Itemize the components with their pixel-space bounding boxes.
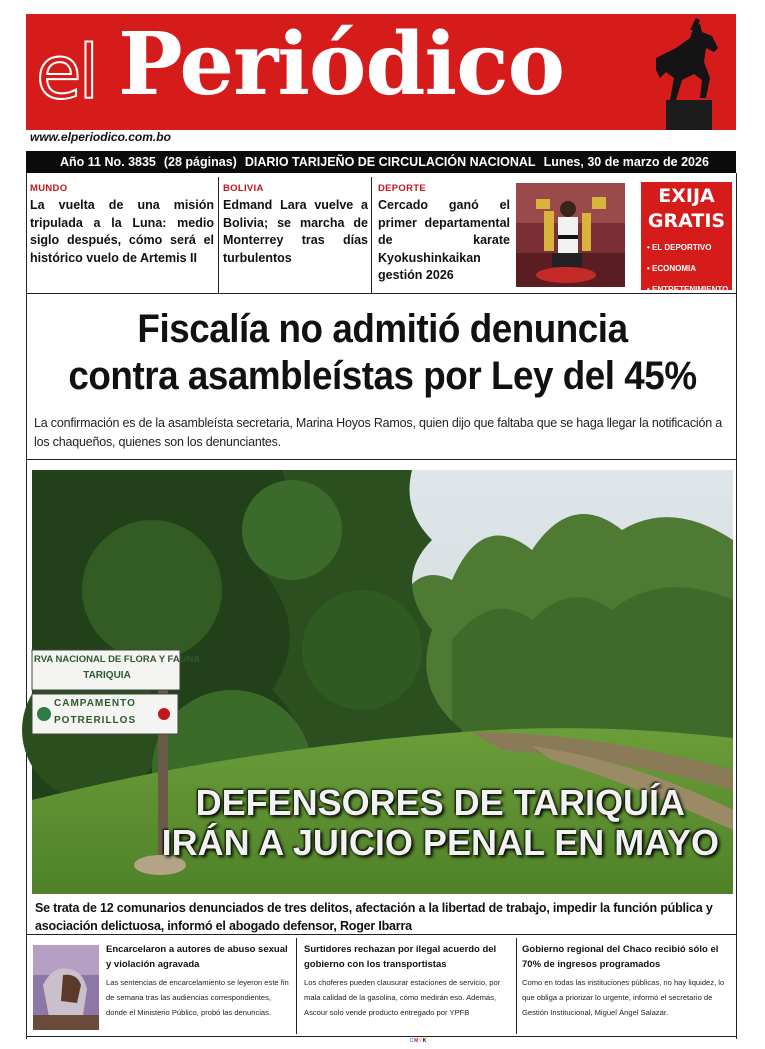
brief-chaco-government[interactable]: [522, 942, 734, 1020]
print-color-marks: [410, 1038, 427, 1044]
section-label: DEPORTE: [378, 183, 427, 194]
teaser-headline: Cercado ganó el primer departamental de karate Kyokushinkaikan gestión 2026: [378, 198, 510, 282]
brief-text: Como en todas las instituciones públicas, no hay liquidez, lo que obliga a priorizar lo urgente, informó el secretario de Gestión Institucional, Miguel Ángel Salazar.: [522, 978, 725, 1017]
brief-headline: Gobierno regional del Chaco recibió sólo el 70% de ingresos programados: [522, 944, 719, 970]
divider-teaser-2: [371, 177, 372, 293]
brief-text: Los choferes pueden clausurar estaciones de servicio, por mala calidad de la gasolina, cómo medirán eso. Además, Ascour solo vende producto entregado por YPFB: [304, 978, 501, 1017]
main-headline-line2: contra asambleístas por Ley del 45%: [68, 354, 697, 398]
photo-caption: Se trata de 12 comunarios denunciados de tres delitos, afectación a la libertad de trabajo, impedir la función pública y asociación delictuosa, informó el abogado defensor, Roger Ibarra: [35, 901, 713, 933]
frame-right: [736, 173, 737, 1039]
promo-item: • ECONOMIA: [647, 258, 732, 279]
promo-title-line1: EXIJA: [658, 185, 715, 207]
mark-yellow: Y: [418, 1038, 423, 1044]
teaser-bolivia[interactable]: [223, 183, 368, 267]
teaser-headline: Edmand Lara vuelve a Bolivia; se marcha de Monterrey tras días turbulentos: [223, 198, 368, 265]
brief-abuse-sentence[interactable]: [106, 942, 292, 1020]
divider-main: [26, 459, 737, 460]
free-supplements-promo[interactable]: [641, 182, 732, 294]
edition-info-bar: [26, 151, 736, 173]
section-label: BOLIVIA: [223, 183, 264, 194]
section-label: MUNDO: [30, 183, 68, 194]
teaser-deporte[interactable]: [378, 183, 510, 285]
frame-bottom: [26, 1036, 737, 1037]
photo-headline-line2: IRÁN A JUICIO PENAL EN MAYO: [161, 822, 719, 863]
masthead: [26, 14, 736, 130]
mark-cyan: C: [410, 1038, 415, 1044]
sign-reserve-line2: TARIQUIA: [83, 670, 131, 681]
mark-magenta: M: [414, 1038, 419, 1044]
horse-statue-icon: [646, 18, 728, 130]
promo-item: • EL DEPORTIVO: [647, 237, 732, 258]
divider-teasers: [26, 293, 737, 294]
tariquia-photo[interactable]: [32, 470, 733, 894]
sign-camp-line2: POTRERILLOS: [54, 715, 137, 726]
sign-camp-line1: CAMPAMENTO: [54, 698, 136, 709]
logo-wordmark: Periódico: [118, 14, 564, 115]
karate-athlete-photo[interactable]: [516, 183, 625, 287]
frame-left: [26, 173, 27, 1039]
promo-item: • ENTRETENIMIENTO: [647, 279, 732, 300]
sign-reserve-line1: RVA NACIONAL DE FLORA Y FAUNA: [34, 654, 201, 665]
photo-headline-line1: DEFENSORES DE TARIQUÍA: [195, 782, 685, 823]
edition-number: Año 11 No. 3835: [60, 155, 156, 169]
brief-text: Las sentencias de encarcelamiento se leyeron este fin de semana tras las audiencias correspondientes, donde el Ministerio Público, probó las denuncias.: [106, 978, 289, 1017]
brief-headline: Encarcelaron a autores de abuso sexual y violación agravada: [106, 944, 288, 970]
main-summary: La confirmación es de la asambleísta secretaria, Marina Hoyos Ramos, quien dijo que faltaba que se haga llegar la notificación a los chaqueños, quienes son los denunciantes.: [34, 416, 722, 449]
promo-list: [641, 237, 732, 300]
teaser-headline: La vuelta de una misión tripulada a la Luna: medio siglo después, cómo será el histórico vuelo de Artemis II: [30, 198, 214, 265]
promo-title-line2: GRATIS: [647, 210, 726, 232]
divider-brief-2: [516, 938, 517, 1034]
brief-thumbnail-photo[interactable]: [33, 945, 99, 1030]
teaser-mundo[interactable]: [30, 183, 214, 267]
logo-el: el: [36, 30, 97, 116]
website-link[interactable]: www.elperiodico.com.bo: [30, 130, 171, 144]
mark-black: K: [422, 1038, 427, 1044]
divider-teaser-1: [218, 177, 219, 293]
main-headline[interactable]: [58, 306, 707, 400]
tagline: DIARIO TARIJEÑO DE CIRCULACIÓN NACIONAL: [244, 155, 536, 169]
brief-fuel-stations[interactable]: [304, 942, 512, 1020]
page-count: (28 páginas): [163, 155, 237, 169]
divider-brief-1: [296, 938, 297, 1034]
brief-headline: Surtidores rechazan por ilegal acuerdo del gobierno con los transportistas: [304, 944, 497, 970]
main-headline-line1: Fiscalía no admitió denuncia: [137, 307, 628, 351]
issue-date: Lunes, 30 de marzo de 2026: [543, 155, 709, 169]
